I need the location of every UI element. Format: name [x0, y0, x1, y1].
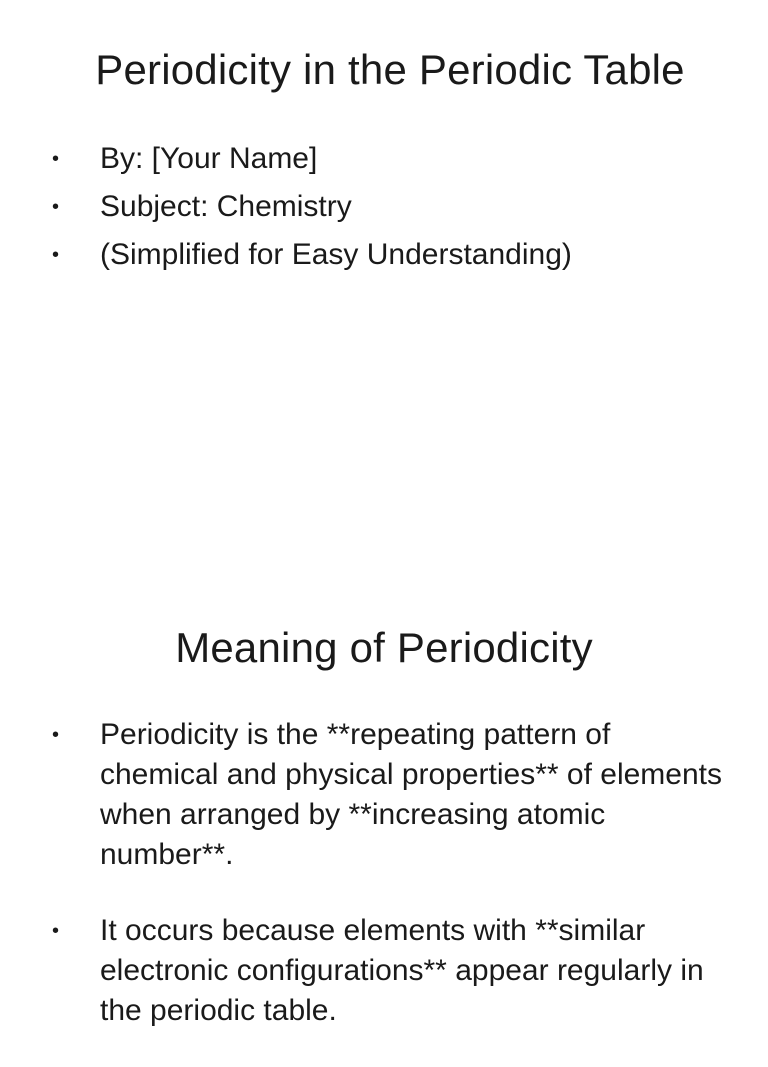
bullet-text: By: [Your Name]: [100, 142, 318, 175]
slide-title: Periodicity in the Periodic Table: [95, 46, 685, 93]
bullet-icon: •: [52, 196, 60, 218]
bullet-item-definition: [0, 715, 768, 875]
bullet-icon: •: [52, 244, 60, 266]
bullet-item-cause: [0, 911, 768, 1031]
slide-meaning: [0, 560, 768, 1027]
bullet-text: (Simplified for Easy Understanding): [100, 238, 572, 271]
bullet-text: It occurs because elements with **similar electronic configurations** appear regularly in the periodic table.: [100, 914, 704, 1027]
bullet-list: [0, 135, 768, 279]
bullet-item-subject: [0, 183, 768, 231]
bullet-item-note: [0, 231, 768, 279]
bullet-item-author: [0, 135, 768, 183]
bullet-list: [0, 715, 768, 1067]
bullet-icon: •: [52, 148, 60, 170]
slide-title: Meaning of Periodicity: [175, 624, 593, 671]
bullet-icon: •: [52, 920, 60, 942]
bullet-text: Periodicity is the **repeating pattern of chemical and physical properties** of elements when arranged by **increasing atomic number**.: [100, 718, 722, 871]
bullet-icon: •: [52, 724, 60, 746]
bullet-text: Subject: Chemistry: [100, 190, 352, 223]
